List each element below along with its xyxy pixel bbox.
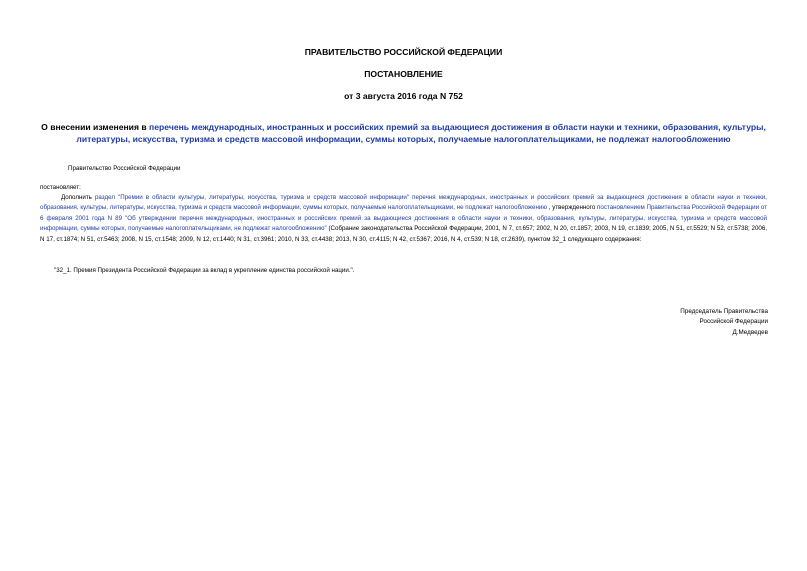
title-prefix: О внесении изменения в <box>41 122 150 132</box>
government-header: ПРАВИТЕЛЬСТВО РОССИЙСКОЙ ФЕДЕРАЦИИ <box>304 47 503 57</box>
quoted-item: "32_1. Премия Президента Российской Федерации за вклад в укрепление единства российской нации.". <box>54 267 355 274</box>
signature-block <box>680 307 768 338</box>
document-type: ПОСТАНОВЛЕНИЕ <box>364 69 443 79</box>
paragraph-text-1: Дополнить <box>61 194 95 201</box>
resolution-link[interactable]: постановлением Правительства Российской Федерации от 6 февраля 2001 года N 89 "Об утверждении перечня международных, иностранных и российских премий за выдающиеся достижения в области науки и техники, образования, культуры, литературы, искусства, туризма и средств массовой информации, суммы которых, получаемые налогоплательщиками, не подлежат налогообложению" <box>40 204 767 233</box>
main-paragraph <box>40 193 767 245</box>
government-line: Правительство Российской Федерации <box>68 165 181 172</box>
resolves-line: постановляет: <box>40 184 81 191</box>
document-title <box>30 121 777 145</box>
document-date-number: от 3 августа 2016 года N 752 <box>344 91 463 101</box>
signature-name: Д.Медведев <box>732 328 768 336</box>
signature-organization: Российской Федерации <box>699 318 768 326</box>
paragraph-text-2: , утвержденного <box>546 204 598 212</box>
paragraph-text-3: (Собрание законодательства Российской Федерации, 2001, N 7, ст.657; 2002, N 20, ст.1857; 2003, N 19, ст.1839; 2005, N 51, ст.5529; N 52, ст.5738; 2006, N 17, ст.1874; N 51, ст.5463; 2008, N 15, ст.1548; 2009, N 12, ст.1440; N 31, ст.3961; 2010, N 33, ст.4438; 2013, N 30, ст.4115; N 42, ст.5367; 2016, N 4, ст.539; N 18, ст.2639), пунктом 32_1 следующего содержания: <box>40 225 767 243</box>
signature-position: Председатель Правительства <box>680 308 768 315</box>
section-link[interactable]: раздел "Премии в области культуры, литературы, искусства, туризма и средств массовой информации" перечня международных, иностранных и российских премий за выдающиеся достижения в области науки и техники, образования, культуры, литературы, искусства, туризма и средств массовой информации, суммы которых, получаемые налогоплательщиками, не подлежат налогообложению <box>40 194 767 212</box>
title-link[interactable]: перечень международных, иностранных и российских премий за выдающиеся достижения в области науки и техники, образования, культуры, литературы, искусства, туризма и средств массовой информации, суммы которых, получаемые налогоплательщиками, не подлежат налогообложению <box>76 122 766 144</box>
